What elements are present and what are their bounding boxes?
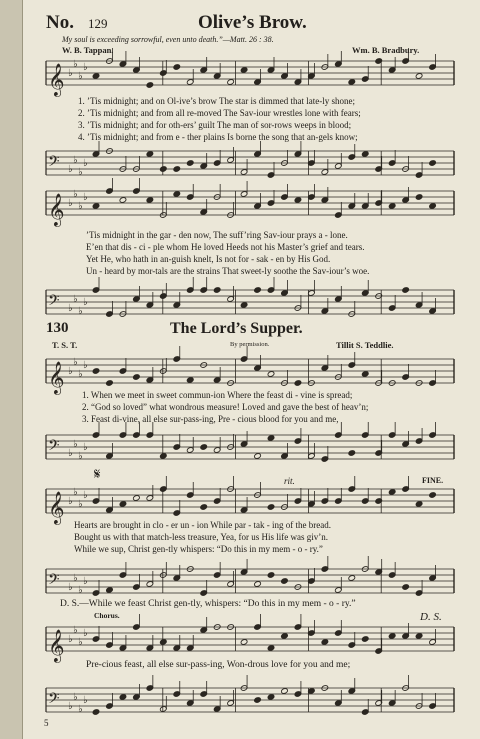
svg-text:♭: ♭ xyxy=(68,198,73,209)
svg-text:𝄢: 𝄢 xyxy=(48,153,60,174)
meter: T. S. T. xyxy=(52,340,78,350)
bass-staff xyxy=(46,685,454,715)
composer: Wm. B. Bradbury. xyxy=(352,45,420,55)
ds-mark: D. S. xyxy=(420,611,442,623)
svg-text:♭: ♭ xyxy=(78,71,83,82)
treble-staff xyxy=(46,58,454,96)
hymn-number: 129 xyxy=(88,16,108,31)
author: Tillit S. Teddlie. xyxy=(336,340,394,350)
ds-line: D. S.—While we feast Christ gen-tly, whispers: “Do this in my mem - o - ry.” xyxy=(60,599,356,609)
svg-text:♭: ♭ xyxy=(73,155,78,166)
svg-text:♭: ♭ xyxy=(78,704,83,715)
svg-text:♭: ♭ xyxy=(83,62,88,73)
svg-text:♭: ♭ xyxy=(83,192,88,203)
verse-4-line-1: 4. ’Tis midnight; and from e - ther plains Is borne the song that an-gels know; xyxy=(78,132,358,142)
svg-text:♭: ♭ xyxy=(73,59,78,70)
svg-text:♭: ♭ xyxy=(68,634,73,645)
treble-staff xyxy=(46,624,454,662)
svg-text:♭: ♭ xyxy=(68,582,73,593)
svg-text:𝄢: 𝄢 xyxy=(48,437,60,458)
svg-text:𝄞: 𝄞 xyxy=(48,63,65,96)
hymn-number-label: No. xyxy=(46,12,74,33)
svg-text:♭: ♭ xyxy=(68,68,73,79)
chorus-label: Chorus. xyxy=(94,611,120,620)
svg-text:♭: ♭ xyxy=(68,303,73,314)
bass-staff xyxy=(46,566,454,596)
svg-text:♭: ♭ xyxy=(73,189,78,200)
verse-1-line-2: Hearts are brought in clo - er un - ion While par - tak - ing of the bread. xyxy=(74,520,331,530)
treble-staff xyxy=(46,188,454,226)
svg-text:♭: ♭ xyxy=(68,496,73,507)
verse-2-line-2: E’en that dis - ci - ple whom He loved Heeds not his Master’s grief and tears. xyxy=(86,242,365,252)
verse-4-line-2: Un - heard by mor-tals are the strains That sweet-ly soothe the Sav-iour’s woe. xyxy=(86,266,370,276)
verse-3-line-2: Yet He, who hath in an-guish knelt, Is not for - sak - en by His God. xyxy=(86,254,331,264)
svg-text:𝄞: 𝄞 xyxy=(48,193,65,226)
svg-text:♭: ♭ xyxy=(73,573,78,584)
svg-text:𝄢: 𝄢 xyxy=(48,690,60,711)
verse-2-line-2: Bought us with that match-less treasure, Yea, for us His life was giv’n. xyxy=(74,532,328,542)
permission-note: By permission. xyxy=(230,341,270,348)
verse-1-line-2: ’Tis midnight in the gar - den now, The suff’ring Sav-iour prays a - lone. xyxy=(86,230,348,240)
svg-text:♭: ♭ xyxy=(83,490,88,501)
svg-text:♭: ♭ xyxy=(68,164,73,175)
svg-text:♭: ♭ xyxy=(68,448,73,459)
hymn-title: Olive’s Brow. xyxy=(198,12,307,33)
svg-text:♭: ♭ xyxy=(83,360,88,371)
svg-text:♭: ♭ xyxy=(78,201,83,212)
bass-staff xyxy=(46,148,454,178)
verse-3-line-1: 3. Feast di-vine, all else sur-pass-ing, Pre - cious blood for you and me, xyxy=(82,414,339,424)
svg-text:♭: ♭ xyxy=(83,297,88,308)
chorus-lyric: Pre-cious feast, all else sur-pass-ing, Won-drous love for you and me; xyxy=(86,660,351,670)
page-number: 5 xyxy=(44,718,49,728)
segno-mark: 𝄋 xyxy=(94,467,101,483)
svg-text:♭: ♭ xyxy=(78,637,83,648)
svg-text:♭: ♭ xyxy=(73,439,78,450)
verse-3-line-2: While we sup, Christ gen-tly whispers: “Do this in my mem - o - ry.” xyxy=(74,544,323,554)
treble-staff xyxy=(46,356,454,394)
svg-text:♭: ♭ xyxy=(83,628,88,639)
svg-text:♭: ♭ xyxy=(78,451,83,462)
verse-2-line-1: 2. “God so loved” what wondrous measure! Loved and gave the best of heav’n; xyxy=(82,402,369,412)
hymn-number: 130 xyxy=(46,320,69,336)
svg-text:♭: ♭ xyxy=(83,695,88,706)
lyricist: W. B. Tappan. xyxy=(62,45,114,55)
svg-text:♭: ♭ xyxy=(83,158,88,169)
svg-text:𝄢: 𝄢 xyxy=(48,292,60,313)
svg-text:♭: ♭ xyxy=(78,306,83,317)
verse-1-line-1: 1. When we meet in sweet commun-ion Where the feast di - vine is spread; xyxy=(82,390,353,400)
svg-text:♭: ♭ xyxy=(78,369,83,380)
hymn-epigraph: My soul is exceeding sorrowful, even unto death.”—Matt. 26 : 38. xyxy=(62,35,274,44)
verse-3-line-1: 3. ’Tis midnight; and for oth-ers’ guilt The man of sor-rows weeps in blood; xyxy=(78,120,352,130)
svg-text:♭: ♭ xyxy=(73,357,78,368)
svg-text:♭: ♭ xyxy=(83,442,88,453)
svg-text:𝄞: 𝄞 xyxy=(48,361,65,394)
page-gutter xyxy=(0,0,23,739)
svg-text:♭: ♭ xyxy=(78,499,83,510)
verse-1-line-1: 1. ’Tis midnight; and on Ol-ive’s brow The star is dimmed that late-ly shone; xyxy=(78,96,355,106)
svg-text:♭: ♭ xyxy=(78,167,83,178)
bass-staff xyxy=(46,432,454,462)
svg-text:𝄢: 𝄢 xyxy=(48,571,60,592)
bass-staff xyxy=(46,287,454,317)
svg-text:♭: ♭ xyxy=(78,585,83,596)
verse-2-line-1: 2. ’Tis midnight; and from all re-moved The Sav-iour wrestles lone with fears; xyxy=(78,108,361,118)
svg-text:♭: ♭ xyxy=(73,294,78,305)
svg-text:♭: ♭ xyxy=(73,625,78,636)
svg-text:𝄞: 𝄞 xyxy=(48,491,65,524)
fine-mark: FINE. xyxy=(422,476,444,485)
svg-text:♭: ♭ xyxy=(73,487,78,498)
svg-text:♭: ♭ xyxy=(68,701,73,712)
rit-mark: rit. xyxy=(284,476,295,486)
hymn-title: The Lord’s Supper. xyxy=(170,320,303,337)
svg-text:♭: ♭ xyxy=(68,366,73,377)
svg-text:♭: ♭ xyxy=(73,692,78,703)
svg-text:♭: ♭ xyxy=(83,576,88,587)
treble-staff xyxy=(46,486,454,524)
svg-text:𝄞: 𝄞 xyxy=(48,629,65,662)
